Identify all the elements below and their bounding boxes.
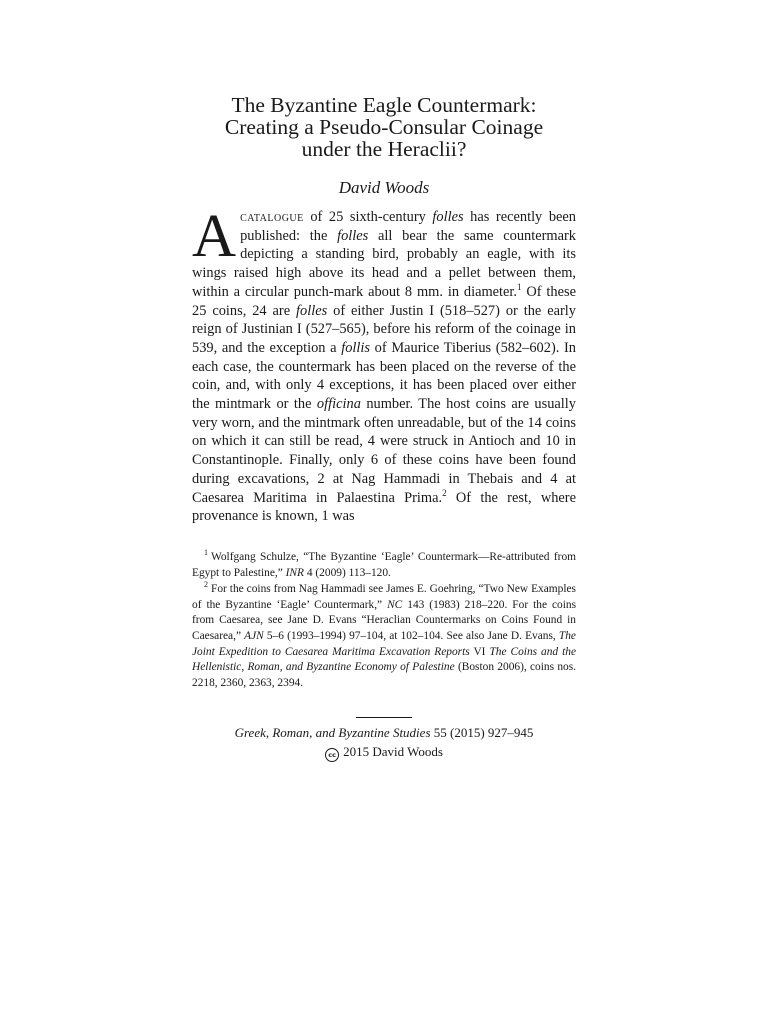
copyright-line [192, 742, 576, 762]
body-italic: folles [296, 302, 328, 319]
journal-name: Greek, Roman, and Byzantine Studies [234, 725, 431, 741]
title-line: Creating a Pseudo-Consular Coinage [224, 115, 544, 139]
footnote-text: 4 (2009) 113–120. [304, 566, 391, 579]
body-italic: folles [432, 209, 464, 225]
footnotes [192, 550, 576, 691]
body-text: of Maurice Tiberius (582–602). In each case, the countermark has been placed on the reverse of the coin, and, with only 4 exceptions, it has been placed over either the mintmark or the [192, 339, 576, 413]
text-column [192, 94, 576, 762]
footnote-text: VI [469, 645, 490, 658]
copyright-text: 2015 David Woods [343, 744, 443, 760]
footnote-ref[interactable]: 1 [517, 282, 522, 293]
footnote-ref[interactable]: 2 [442, 487, 447, 498]
footnote-italic: INR [285, 566, 304, 579]
body-italic: follis [341, 339, 370, 356]
body-text: has recently been published: the [240, 209, 576, 244]
journal-details: 55 (2015) 927–945 [430, 725, 534, 741]
creative-commons-icon: cc [325, 748, 339, 762]
body-text: number. The host coins are usually very worn, and the mintmark often unreadable, but of the 14 coins on which it can still be read, 4 were struck in Antioch and 10 in Constantinople. Finally, only 6 of these coins have been found during excavations, 2 at Nag Hammadi in Thebais and 4 at Caesarea Maritima in Palaestina Prima. [192, 396, 576, 506]
lead-smallcaps: catalogue [240, 209, 304, 225]
journal-citation [192, 723, 576, 742]
footnote-text: (Boston 2006), coins nos. 2218, 2360, 2363, 2394. [192, 661, 577, 689]
footnote-text: 5–6 (1993–1994) 97–104, at 102–104. See also Jane D. Evans, [263, 629, 559, 642]
author-name: David Woods [338, 178, 430, 197]
footnote-italic: AJN [244, 629, 264, 642]
article-title [192, 94, 576, 160]
footnote-italic: The Joint Expedition to Caesarea Maritima Excavation Reports [192, 629, 576, 658]
drop-cap: A [192, 203, 237, 270]
body-text: Of the rest, where provenance is known, 1 was [192, 489, 576, 525]
body-text: of 25 sixth-century [303, 209, 433, 225]
body-paragraph [192, 203, 576, 526]
footnote-1 [192, 550, 576, 581]
footnote-italic: The Coins and the Hellenistic, Roman, and Byzantine Economy of Palestine [192, 645, 576, 674]
footnote-number: 1 [204, 548, 208, 558]
body-italic: officina [316, 396, 361, 413]
title-line: under the Heraclii? [301, 137, 467, 161]
body-italic: folles [337, 227, 369, 244]
footnote-number: 2 [204, 580, 208, 590]
body-text: of either Justin I (518–527) or the early reign of Justinian I (527–565), before his reform of the coinage in 539, and the exception a [192, 302, 576, 356]
footnote-text: 143 (1983) 218–220. For the coins from Caesarea, see Jane D. Evans “Heraclian Countermarks on Coins Found in Caesarea,” [192, 598, 577, 642]
title-line: The Byzantine Eagle Countermark: [231, 93, 537, 117]
footnote-italic: NC [387, 598, 403, 611]
body-text: Of these 25 coins, 24 are [192, 283, 576, 319]
footnote-2 [192, 582, 576, 691]
footnote-text: Wolfgang Schulze, “The Byzantine ‘Eagle’ Countermark—Re-attributed from Egypt to Palestine,” [192, 550, 576, 579]
footnote-text: For the coins from Nag Hammadi see James E. Goehring, “Two New Examples of the Byzantine ‘Eagle’ Countermark,” [192, 583, 576, 611]
body-text: all bear the same countermark depicting a standing bird, probably an eagle, with its wings raised high above its head and a pellet between them, within a circular punch-mark about 8 mm. in diameter. [192, 227, 576, 300]
separator-rule [356, 717, 412, 718]
